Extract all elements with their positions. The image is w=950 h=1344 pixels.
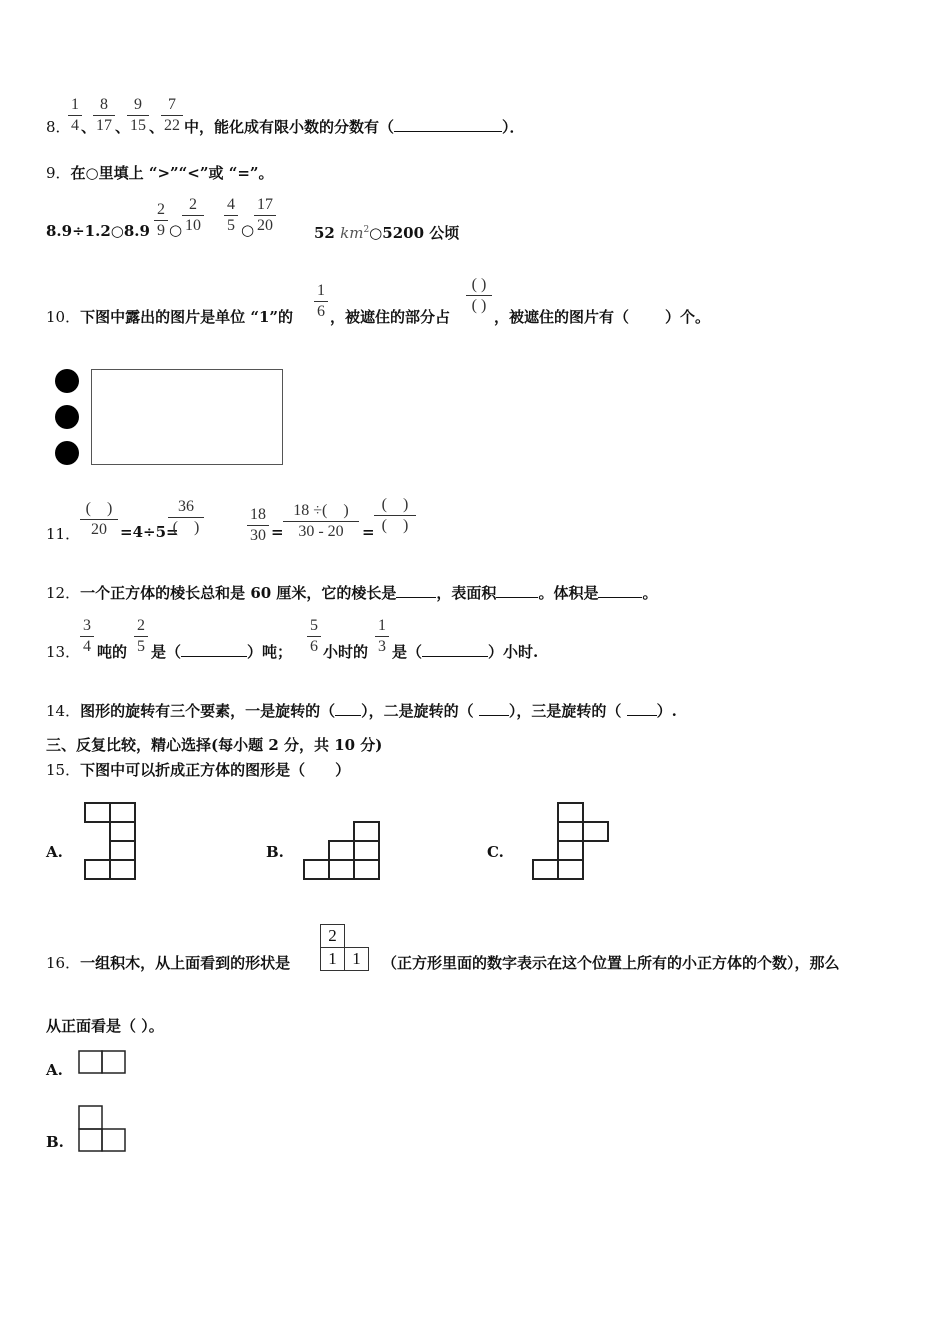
option-b-net[interactable] <box>303 821 383 883</box>
fraction-18-30: 18 30 <box>247 506 269 545</box>
fraction-4-5: 4 5 <box>224 196 238 235</box>
fraction-2-5: 2 5 <box>134 617 148 656</box>
question-13-text-5: 是（ ）小时. <box>392 643 539 661</box>
question-14: 14．图形的旋转有三个要素，一是旋转的（ ），二是旋转的（ ），三是旋转的（ ）. <box>46 702 677 720</box>
expression-3: 52 $km^2○5200$ 公顷 <box>314 224 460 242</box>
option-b-front-view[interactable] <box>78 1105 128 1153</box>
grid-cell-bottom-right: 1 <box>344 947 369 971</box>
compare-circle[interactable]: ○ <box>169 221 183 239</box>
question-16-text-3: 从正面看是（ ）。 <box>46 1017 164 1035</box>
fraction-1-6: 1 6 <box>314 282 328 321</box>
question-8 <box>46 116 71 137</box>
answer-blank[interactable] <box>396 583 436 598</box>
question-12: 12．一个正方体的棱长总和是 60 厘米，它的棱长是 ，表面积 。体积是 。 <box>46 584 658 602</box>
fraction-5-6: 5 6 <box>307 617 321 656</box>
answer-blank[interactable] <box>335 701 361 716</box>
fraction-17-20: 17 20 <box>254 196 276 235</box>
question-16-text-2: （正方形里面的数字表示在这个位置上所有的小正方体的个数），那么 <box>382 954 840 972</box>
fraction-blank-blank[interactable]: ( ) ( ) <box>374 496 416 535</box>
black-dot <box>55 441 79 465</box>
question-11: 11． <box>46 525 81 543</box>
option-a-label[interactable]: A. <box>46 1061 63 1079</box>
fraction-3-4: 3 4 <box>80 617 94 656</box>
black-dot <box>55 405 79 429</box>
option-b-label[interactable]: B. <box>266 843 284 861</box>
grid-cell-top: 2 <box>320 924 345 948</box>
option-a-front-view[interactable] <box>78 1050 126 1074</box>
fraction-8-17: 8 17 <box>93 96 115 135</box>
question-16: 16．一组积木，从上面看到的形状是 <box>46 954 291 972</box>
fraction-36-blank[interactable]: 36 ( ) <box>168 498 204 537</box>
answer-blank[interactable] <box>479 701 509 716</box>
equals-sign: = <box>271 523 284 541</box>
equals-sign: = <box>362 523 375 541</box>
question-8-text: 中，能化成有限小数的分数有（ ）． <box>184 118 525 136</box>
compare-circle[interactable]: ○ <box>241 221 255 239</box>
fraction-division[interactable]: 18 ÷( ) 30 - 20 <box>283 502 359 541</box>
grid-cell-bottom-left: 1 <box>320 947 345 971</box>
separator: 、 <box>115 118 131 136</box>
answer-blank[interactable] <box>627 701 657 716</box>
fraction-1-4: 1 4 <box>68 96 82 135</box>
answer-blank[interactable] <box>181 642 247 657</box>
option-a-label[interactable]: A. <box>46 843 63 861</box>
fraction-2-10: 2 10 <box>182 196 204 235</box>
question-13-text-2: 是（ ）吨； <box>151 643 293 661</box>
question-13-text-1: 吨的 <box>97 643 128 661</box>
question-10-text-3: ，被遮住的图片有（ ）个。 <box>494 308 711 326</box>
question-9: 9．在○里填上 “>”“<”或 “=”。 <box>46 164 274 182</box>
answer-blank[interactable] <box>496 583 538 598</box>
covered-rectangle <box>91 369 283 465</box>
expression-1: 8.9÷1.2○8.9 <box>46 222 150 240</box>
separator: 、 <box>149 118 165 136</box>
unit-km: km <box>340 224 364 242</box>
question-10-text-2: ，被遮住的部分占 <box>330 308 451 326</box>
fraction-blank[interactable]: ( ) ( ) <box>466 276 492 315</box>
option-a-net[interactable] <box>84 802 138 888</box>
option-b-label[interactable]: B. <box>46 1133 64 1151</box>
fraction-7-22: 7 22 <box>161 96 183 135</box>
equation-mid: =4÷5= <box>120 523 179 541</box>
fraction-blank-20[interactable]: ( ) 20 <box>80 500 118 539</box>
fraction-9-15: 9 15 <box>127 96 149 135</box>
option-c-net[interactable] <box>532 802 612 882</box>
answer-blank[interactable] <box>422 642 488 657</box>
answer-blank[interactable] <box>394 117 502 132</box>
fraction-2-9: 2 9 <box>154 201 168 240</box>
top-view-grid <box>320 924 370 972</box>
answer-blank[interactable] <box>598 583 642 598</box>
question-number: 8． <box>46 118 71 136</box>
section-heading: 三、反复比较，精心选择(每小题 2 分，共 10 分) <box>46 736 383 754</box>
fraction-1-3: 1 3 <box>375 617 389 656</box>
question-15: 15．下图中可以折成正方体的图形是（ ） <box>46 761 351 779</box>
question-13-text-4: 小时的 <box>323 643 369 661</box>
question-13: 13． <box>46 643 81 661</box>
separator: 、 <box>81 118 97 136</box>
question-10: 10．下图中露出的图片是单位 “1”的 <box>46 308 294 326</box>
option-c-label[interactable]: C. <box>487 843 504 861</box>
black-dot <box>55 369 79 393</box>
